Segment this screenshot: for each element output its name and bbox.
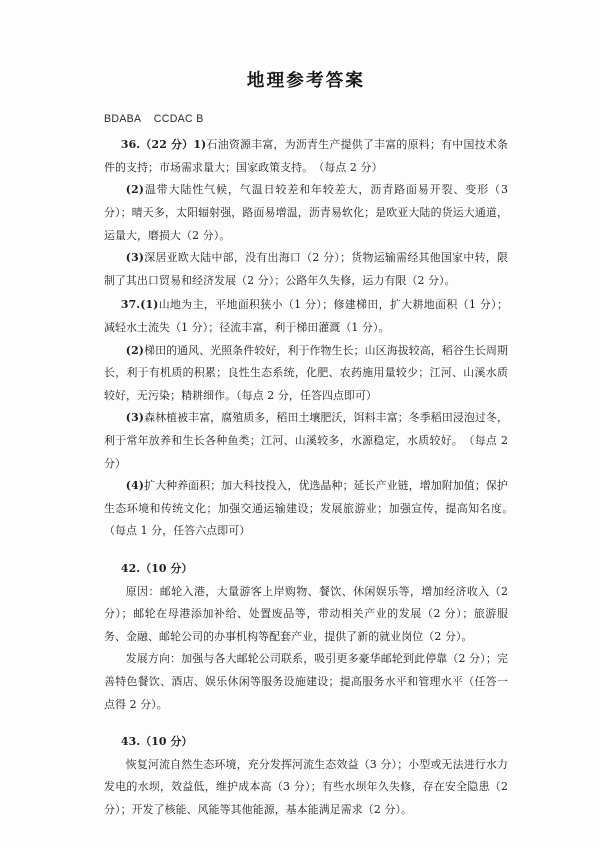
item-text: 石油资源丰富，为沥青生产提供了丰富的原料；有中国技术条件的支持；市场需求量大；国家政策支持。 （每点 2 分） [104, 138, 508, 174]
question-score-43: （10 分） [140, 735, 193, 749]
answer-paragraph [104, 340, 508, 408]
question-number-42: 42. [120, 561, 141, 575]
question-heading-42 [104, 558, 508, 581]
item-label: 1) [193, 138, 207, 152]
answer-paragraph [104, 294, 508, 339]
objective-answers-line: BDABA CCDAC B [104, 113, 204, 126]
answer-paragraph [104, 179, 508, 247]
item-text: 梯田的通风、光照条件较好，利于作物生长；山区海拔较高，稻谷生长周期长，利于有机质的积累；良性生态系统，化肥、农药施用量较少；江河、山溪水质较好，无污染；精耕细作。（每点 2 分，任答四点即可） [104, 343, 508, 402]
document-body [104, 71, 520, 823]
item-label: (4) [125, 479, 145, 493]
item-label: (1) [140, 298, 159, 312]
item-text: 森林植被丰富，腐殖质多，稻田土壤肥沃，饵料丰富；冬季稻田浸泡过冬，利于常年放养和生长各种鱼类；江河、山溪较多，水源稳定，水质较好。 （每点 2 分） [104, 411, 508, 470]
answer-paragraph [104, 648, 508, 716]
item-text: 山地为主，平地面积狭小（1 分）；修建梯田，扩大耕地面积（1 分）；减轻水土流失（1 分）；径流丰富，利于梯田灌溉（1 分）。 [104, 298, 508, 334]
question-block-36 [104, 134, 508, 292]
item-label: (2) [125, 343, 145, 357]
answer-paragraph [104, 247, 508, 292]
section-spacer [104, 545, 508, 558]
item-label: (3) [125, 251, 145, 265]
item-label: (2) [125, 183, 145, 197]
item-text: 邮轮入港，大量游客上岸购物、餐饮、休闲娱乐等，增加经济收入（2 分）；邮轮在母港添加补给、处置废品等，带动相关产业的发展（2 分）；旅游服务、金融、邮轮公司的办事机构等配套产业，提供了新的就业岗位（2 分）。 [104, 584, 508, 643]
question-block-43 [104, 731, 508, 821]
question-block-42 [104, 558, 508, 716]
item-text: 温带大陆性气候，气温日较差和年较差大，沥青路面易开裂、变形（3 分）；晴天多，太阳辐射强，路面易增温，沥青易软化；是欧亚大陆的货运大通道，运量大，磨损大（2 分）。 [104, 183, 508, 242]
question-score-36: （22 分） [140, 138, 194, 152]
question-heading-43 [104, 731, 508, 754]
item-label: 原因： [125, 584, 160, 598]
question-block-37 [104, 294, 520, 543]
question-number-43: 43. [120, 735, 141, 749]
item-text: 扩大种养面积；加大科技投入，优选晶种；延长产业链，增加附加值；保护生态环境和传统文化；加强交通运输建设；发展旅游业；加强宣传，提高知名度。 （每点 1 分，任答六点即可） [104, 479, 520, 538]
answer-paragraph [104, 754, 508, 822]
question-score-42: （10 分） [140, 561, 193, 575]
answer-paragraph [104, 134, 508, 179]
item-label: 发展方向： [125, 652, 182, 666]
item-label: (3) [125, 411, 145, 425]
section-spacer [104, 718, 508, 731]
answer-paragraph [104, 407, 508, 475]
item-text: 加强与各大邮轮公司联系，吸引更多豪华邮轮到此停靠（2 分）；完善特色餐饮、酒店、娱乐休闲等服务设施建设；提高服务水平和管理水平（任答一点得 2 分）。 [104, 652, 508, 711]
answer-paragraph [104, 475, 520, 543]
question-number-36: 36. [120, 138, 141, 152]
answer-paragraph [104, 581, 508, 649]
question-number-37: 37. [120, 298, 141, 312]
page-title: 地理参考答案 [246, 71, 366, 91]
item-text: 深居亚欧大陆中部，没有出海口（2 分）；货物运输需经其他国家中转，限制了其出口贸易和经济发展（2 分）；公路年久失修，运力有限（2 分）。 [104, 251, 508, 287]
item-text: 恢复河流自然生态环境，充分发挥河流生态效益（3 分）；小型或无法进行水力发电的水坝，效益低，维护成本高（3 分）；有些水坝年久失修，存在安全隐患（2 分）；开发了核能、风能等其他能源，基本能满足需求（2 分）。 [104, 757, 508, 816]
